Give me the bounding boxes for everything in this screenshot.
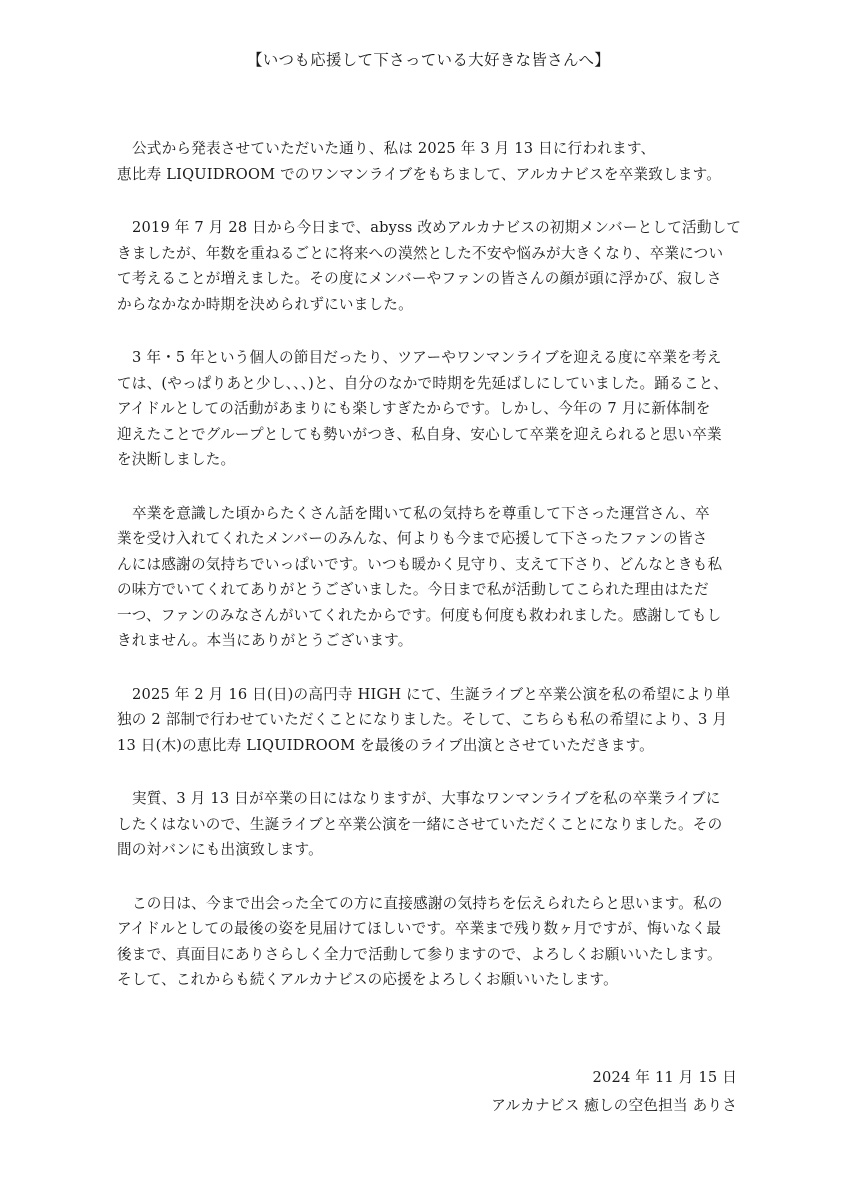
text-line: 2025 年 2 月 16 日(日)の高円寺 HIGH にて、生誕ライブと卒業公演を私の希望により単: [132, 685, 731, 703]
letter-body: [117, 136, 741, 1021]
text-line: きましたが、年数を重ねるごとに将来への漠然とした不安や悩みが大きくなり、卒業につい: [117, 244, 724, 262]
text-line: ては、(やっぱりあと少し、、、)と、自分のなかで時期を先延ばしにしていました。踊ること、: [117, 374, 729, 392]
text-line: 公式から発表させていただいた通り、私は 2025 年 3 月 13 日に行われます、: [132, 140, 656, 157]
text-line: んには感謝の気持ちでいっぱいです。いつも暖かく見守り、支えて下さり、どんなときも私: [117, 555, 723, 573]
author-signature: アルカナビス 癒しの空色担当 ありさ: [491, 1097, 737, 1114]
text-line: を決断しました。: [117, 451, 236, 468]
text-line: 13 日(木)の恵比寿 LIQUIDROOM を最後のライブ出演とさせていただきます。: [117, 736, 654, 754]
text-line: 独の 2 部制で行わせていただくことになりました。そして、こちらも私の希望により、3 月: [117, 711, 728, 728]
text-line: アイドルとしての最後の姿を見届けてほしいです。卒業まで残り数ヶ月ですが、悔いなく最: [117, 920, 722, 937]
text-line: 間の対バンにも出演致します。: [117, 841, 323, 858]
paragraph-4: [117, 501, 741, 654]
paragraph-6: [117, 786, 741, 863]
text-line: 恵比寿 LIQUIDROOM でのワンマンライブをもちまして、アルカナビスを卒業致します。: [117, 165, 721, 183]
text-line: 実質、3 月 13 日が卒業の日にはなりますが、大事なワンマンライブを私の卒業ライブに: [132, 790, 721, 807]
text-line: 後まで、真面目にありさらしく全力で活動して参りますので、よろしくお願いいたします。: [117, 945, 722, 963]
paragraph-7: [117, 891, 741, 993]
text-line: アイドルとしての活動があまりにも楽しすぎたからです。しかし、今年の 7 月に新体制を: [117, 400, 711, 417]
paragraph-1: [117, 136, 741, 187]
text-line: 2019 年 7 月 28 日から今日まで、abyss 改めアルカナビスの初期メンバーとして活動して: [132, 219, 742, 236]
text-line: きれません。本当にありがとうございます。: [117, 632, 413, 649]
text-line: したくはないので、生誕ライブと卒業公演を一緒にさせていただくことになりました。その: [117, 815, 723, 833]
letter-date: 2024 年 11 月 15 日: [592, 1069, 737, 1086]
text-line: 迎えたことでグループとしても勢いがつき、私自身、安心して卒業を迎えられると思い卒業: [117, 425, 722, 443]
text-line: からなかなか時期を決められずにいました。: [117, 295, 413, 313]
paragraph-2: [117, 215, 741, 317]
text-line: の味方でいてくれてありがとうございました。今日まで私が活動してこられた理由はただ: [117, 581, 709, 598]
text-line: 一つ、ファンのみなさんがいてくれたからです。何度も何度も救われました。感謝してもし: [117, 606, 722, 624]
text-line: 業を受け入れてくれたメンバーのみんな、何よりも今まで応援して下さったファンの皆さ: [117, 530, 708, 547]
text-line: そして、これからも続くアルカナビスの応援をよろしくお願いいたします。: [117, 971, 618, 988]
text-line: 3 年・5 年という個人の節目だったり、ツアーやワンマンライブを迎える度に卒業を考え: [132, 349, 722, 366]
paragraph-5: [117, 682, 741, 759]
text-line: 卒業を意識した頃からたくさん話を聞いて私の気持ちを尊重して下さった運営さん、卒: [132, 504, 710, 522]
text-line: て考えることが増えました。その度にメンバーやファンの皆さんの顔が頭に浮かび、寂しさ: [117, 270, 722, 287]
signature-block: [491, 1064, 737, 1120]
text-line: この日は、今まで出会った全ての方に直接感謝の気持ちを伝えられたらと思います。私の: [132, 894, 723, 912]
letter-title: 【いつも応援して下さっている大好きな皆さんへ】: [246, 51, 611, 69]
paragraph-3: [117, 345, 741, 473]
